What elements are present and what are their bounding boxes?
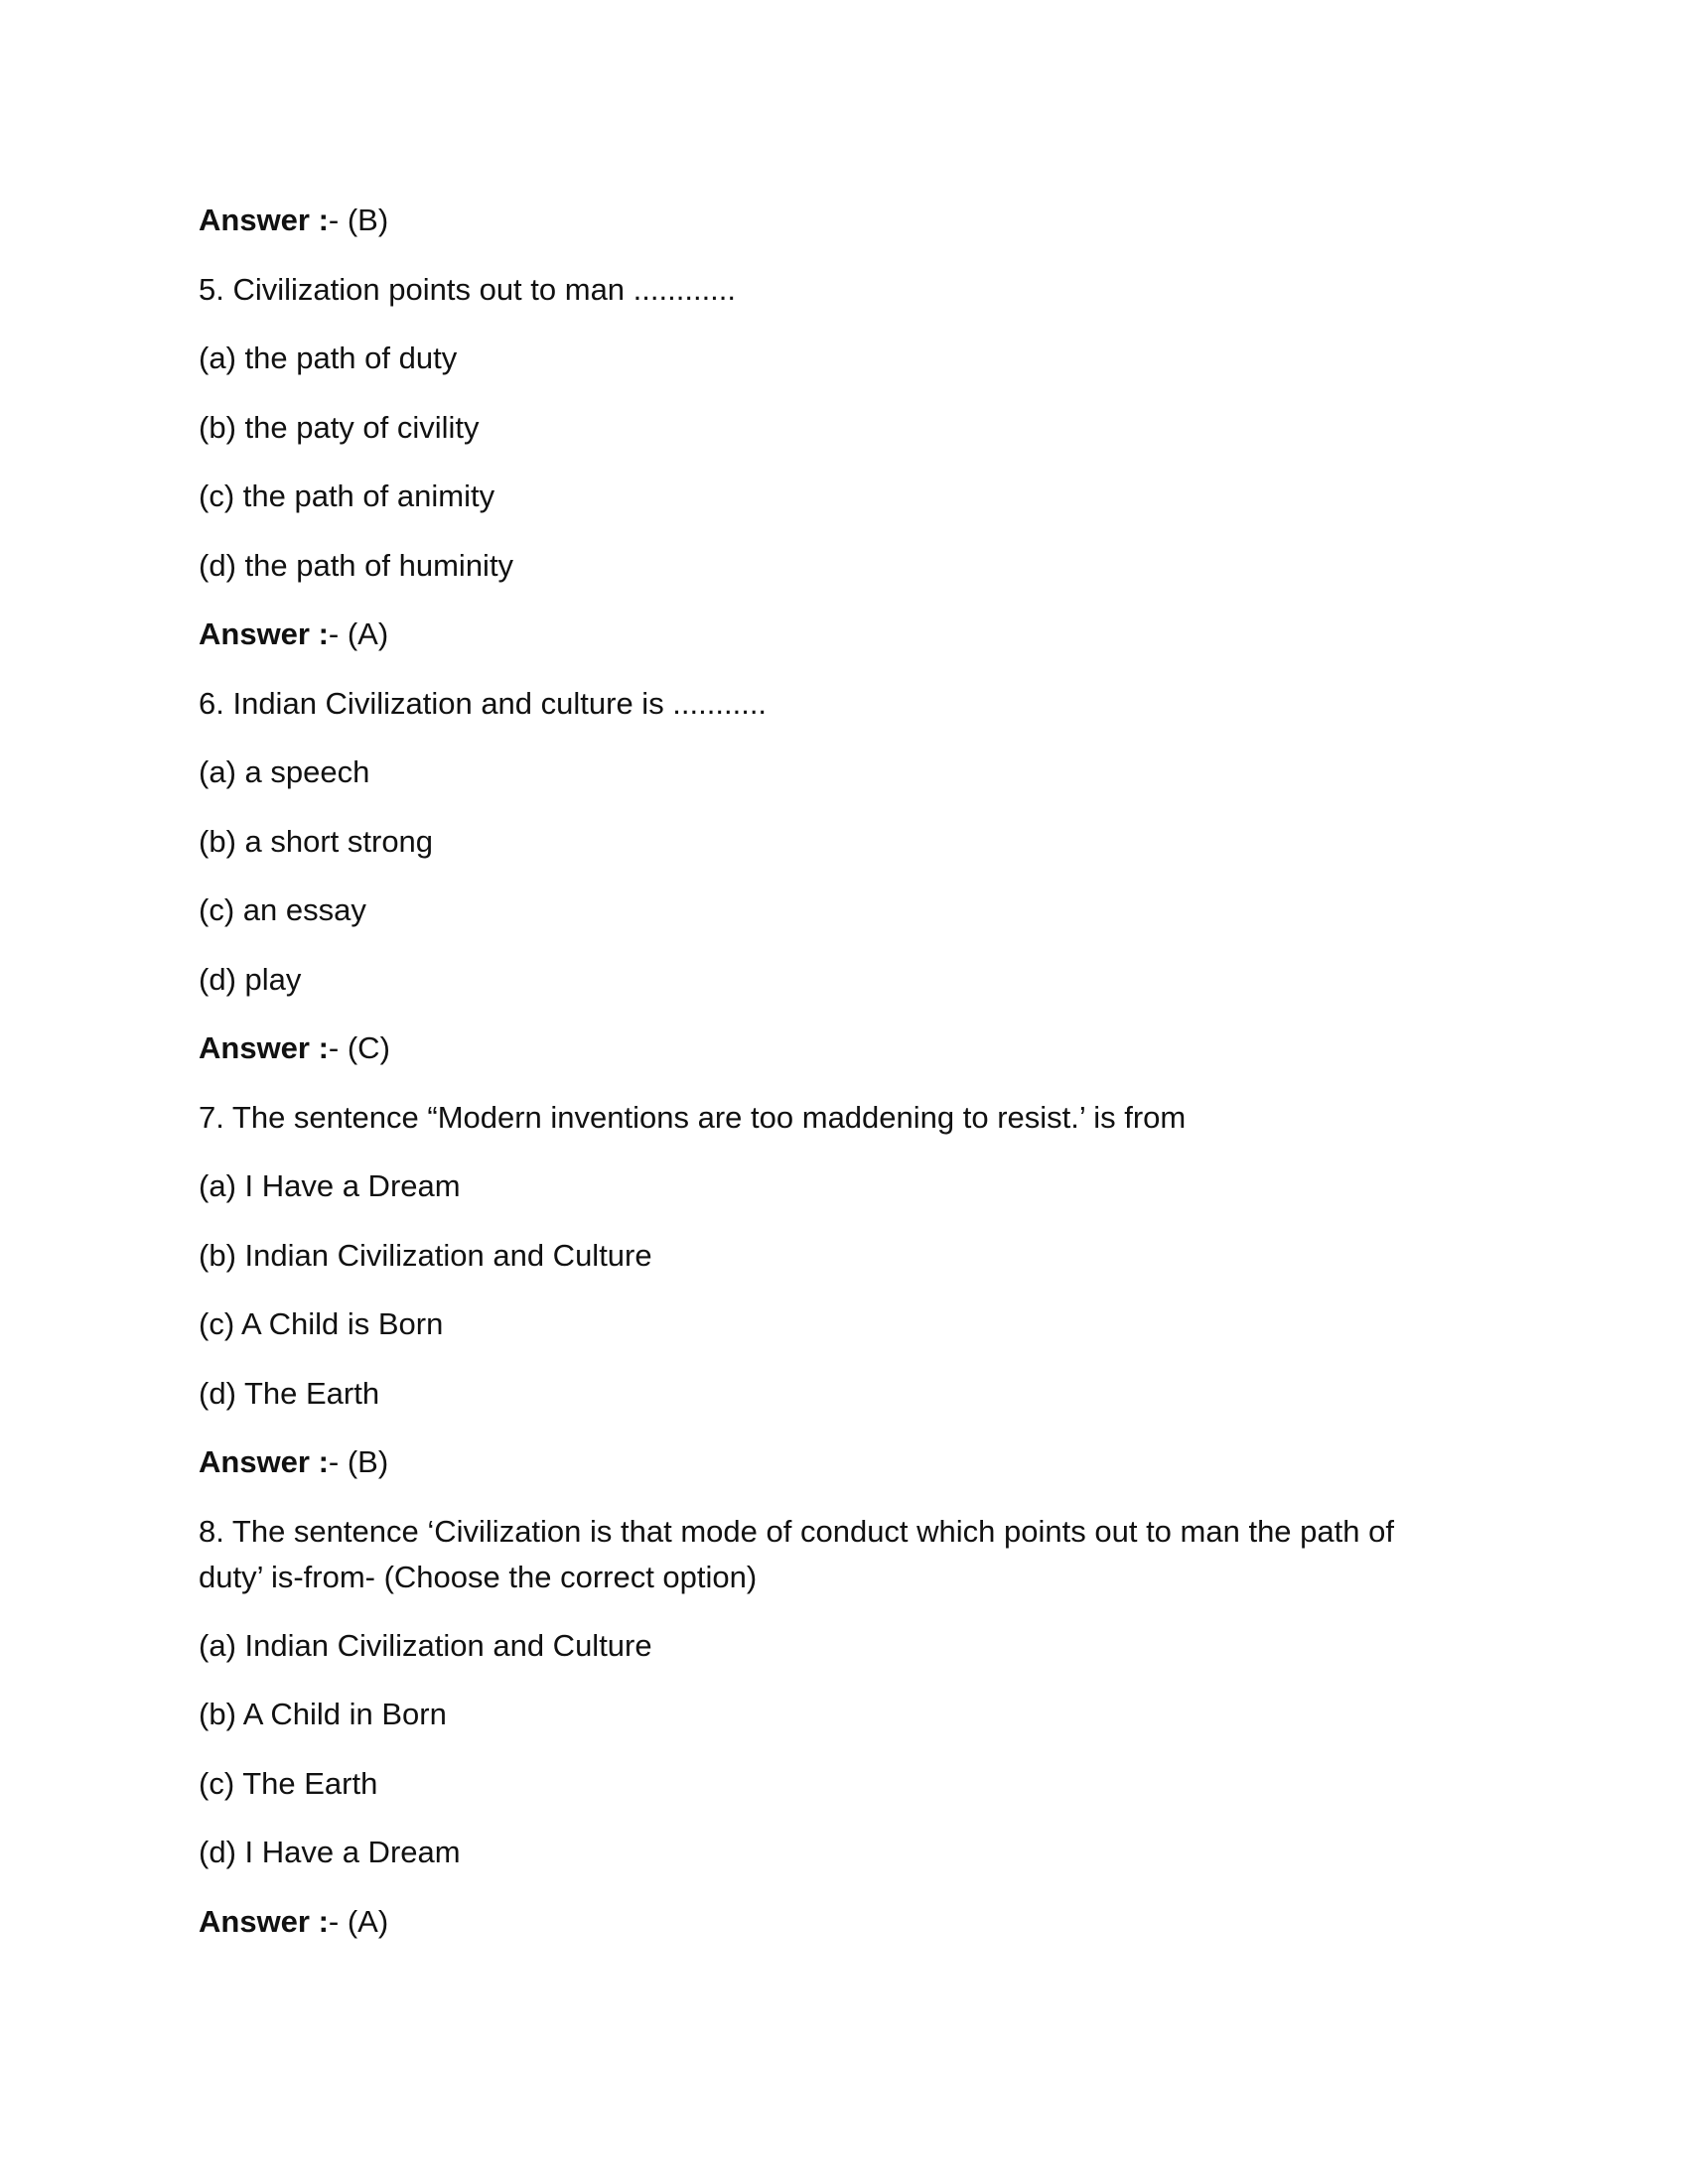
option-b: (b) Indian Civilization and Culture	[199, 1238, 652, 1273]
option-b: (b) a short strong	[199, 824, 434, 859]
option-d: (d) the path of huminity	[199, 548, 514, 583]
answer-label: Answer :	[199, 203, 329, 237]
option-d: (d) I Have a Dream	[199, 1835, 461, 1869]
answer-line	[199, 1025, 390, 1071]
answer-line	[199, 612, 388, 657]
answer-line	[199, 1899, 388, 1945]
option-a: (a) the path of duty	[199, 341, 458, 375]
option-b: (b) the paty of civility	[199, 410, 480, 445]
answer-label: Answer :	[199, 1030, 329, 1065]
question-text: 6. Indian Civilization and culture is ...........	[199, 686, 768, 721]
option-c: (c) A Child is Born	[199, 1306, 444, 1341]
answer-value: - (A)	[328, 616, 389, 651]
answer-value: - (A)	[328, 1904, 389, 1939]
answer-value: - (B)	[328, 203, 389, 237]
question-text: 8. The sentence ‘Civilization is that mode of conduct which points out to man the path of duty’ is-from- (Choose the correct option)	[199, 1514, 1394, 1594]
option-b: (b) A Child in Born	[199, 1697, 447, 1731]
option-d: (d) play	[199, 962, 302, 997]
answer-line	[199, 1439, 388, 1485]
option-a: (a) a speech	[199, 754, 370, 789]
option-a: (a) I Have a Dream	[199, 1168, 461, 1203]
question-text: 7. The sentence “Modern inventions are too maddening to resist.’ is from	[199, 1100, 1187, 1135]
option-d: (d) The Earth	[199, 1376, 380, 1411]
question-text: 5. Civilization points out to man ............	[199, 272, 737, 307]
option-c: (c) the path of animity	[199, 478, 495, 513]
answer-label: Answer :	[199, 1444, 329, 1479]
option-c: (c) The Earth	[199, 1766, 378, 1801]
answer-line	[199, 198, 388, 243]
answer-label: Answer :	[199, 1904, 329, 1939]
option-a: (a) Indian Civilization and Culture	[199, 1628, 652, 1663]
option-c: (c) an essay	[199, 892, 366, 927]
answer-label: Answer :	[199, 616, 329, 651]
answer-value: - (C)	[328, 1030, 390, 1065]
answer-value: - (B)	[328, 1444, 389, 1479]
